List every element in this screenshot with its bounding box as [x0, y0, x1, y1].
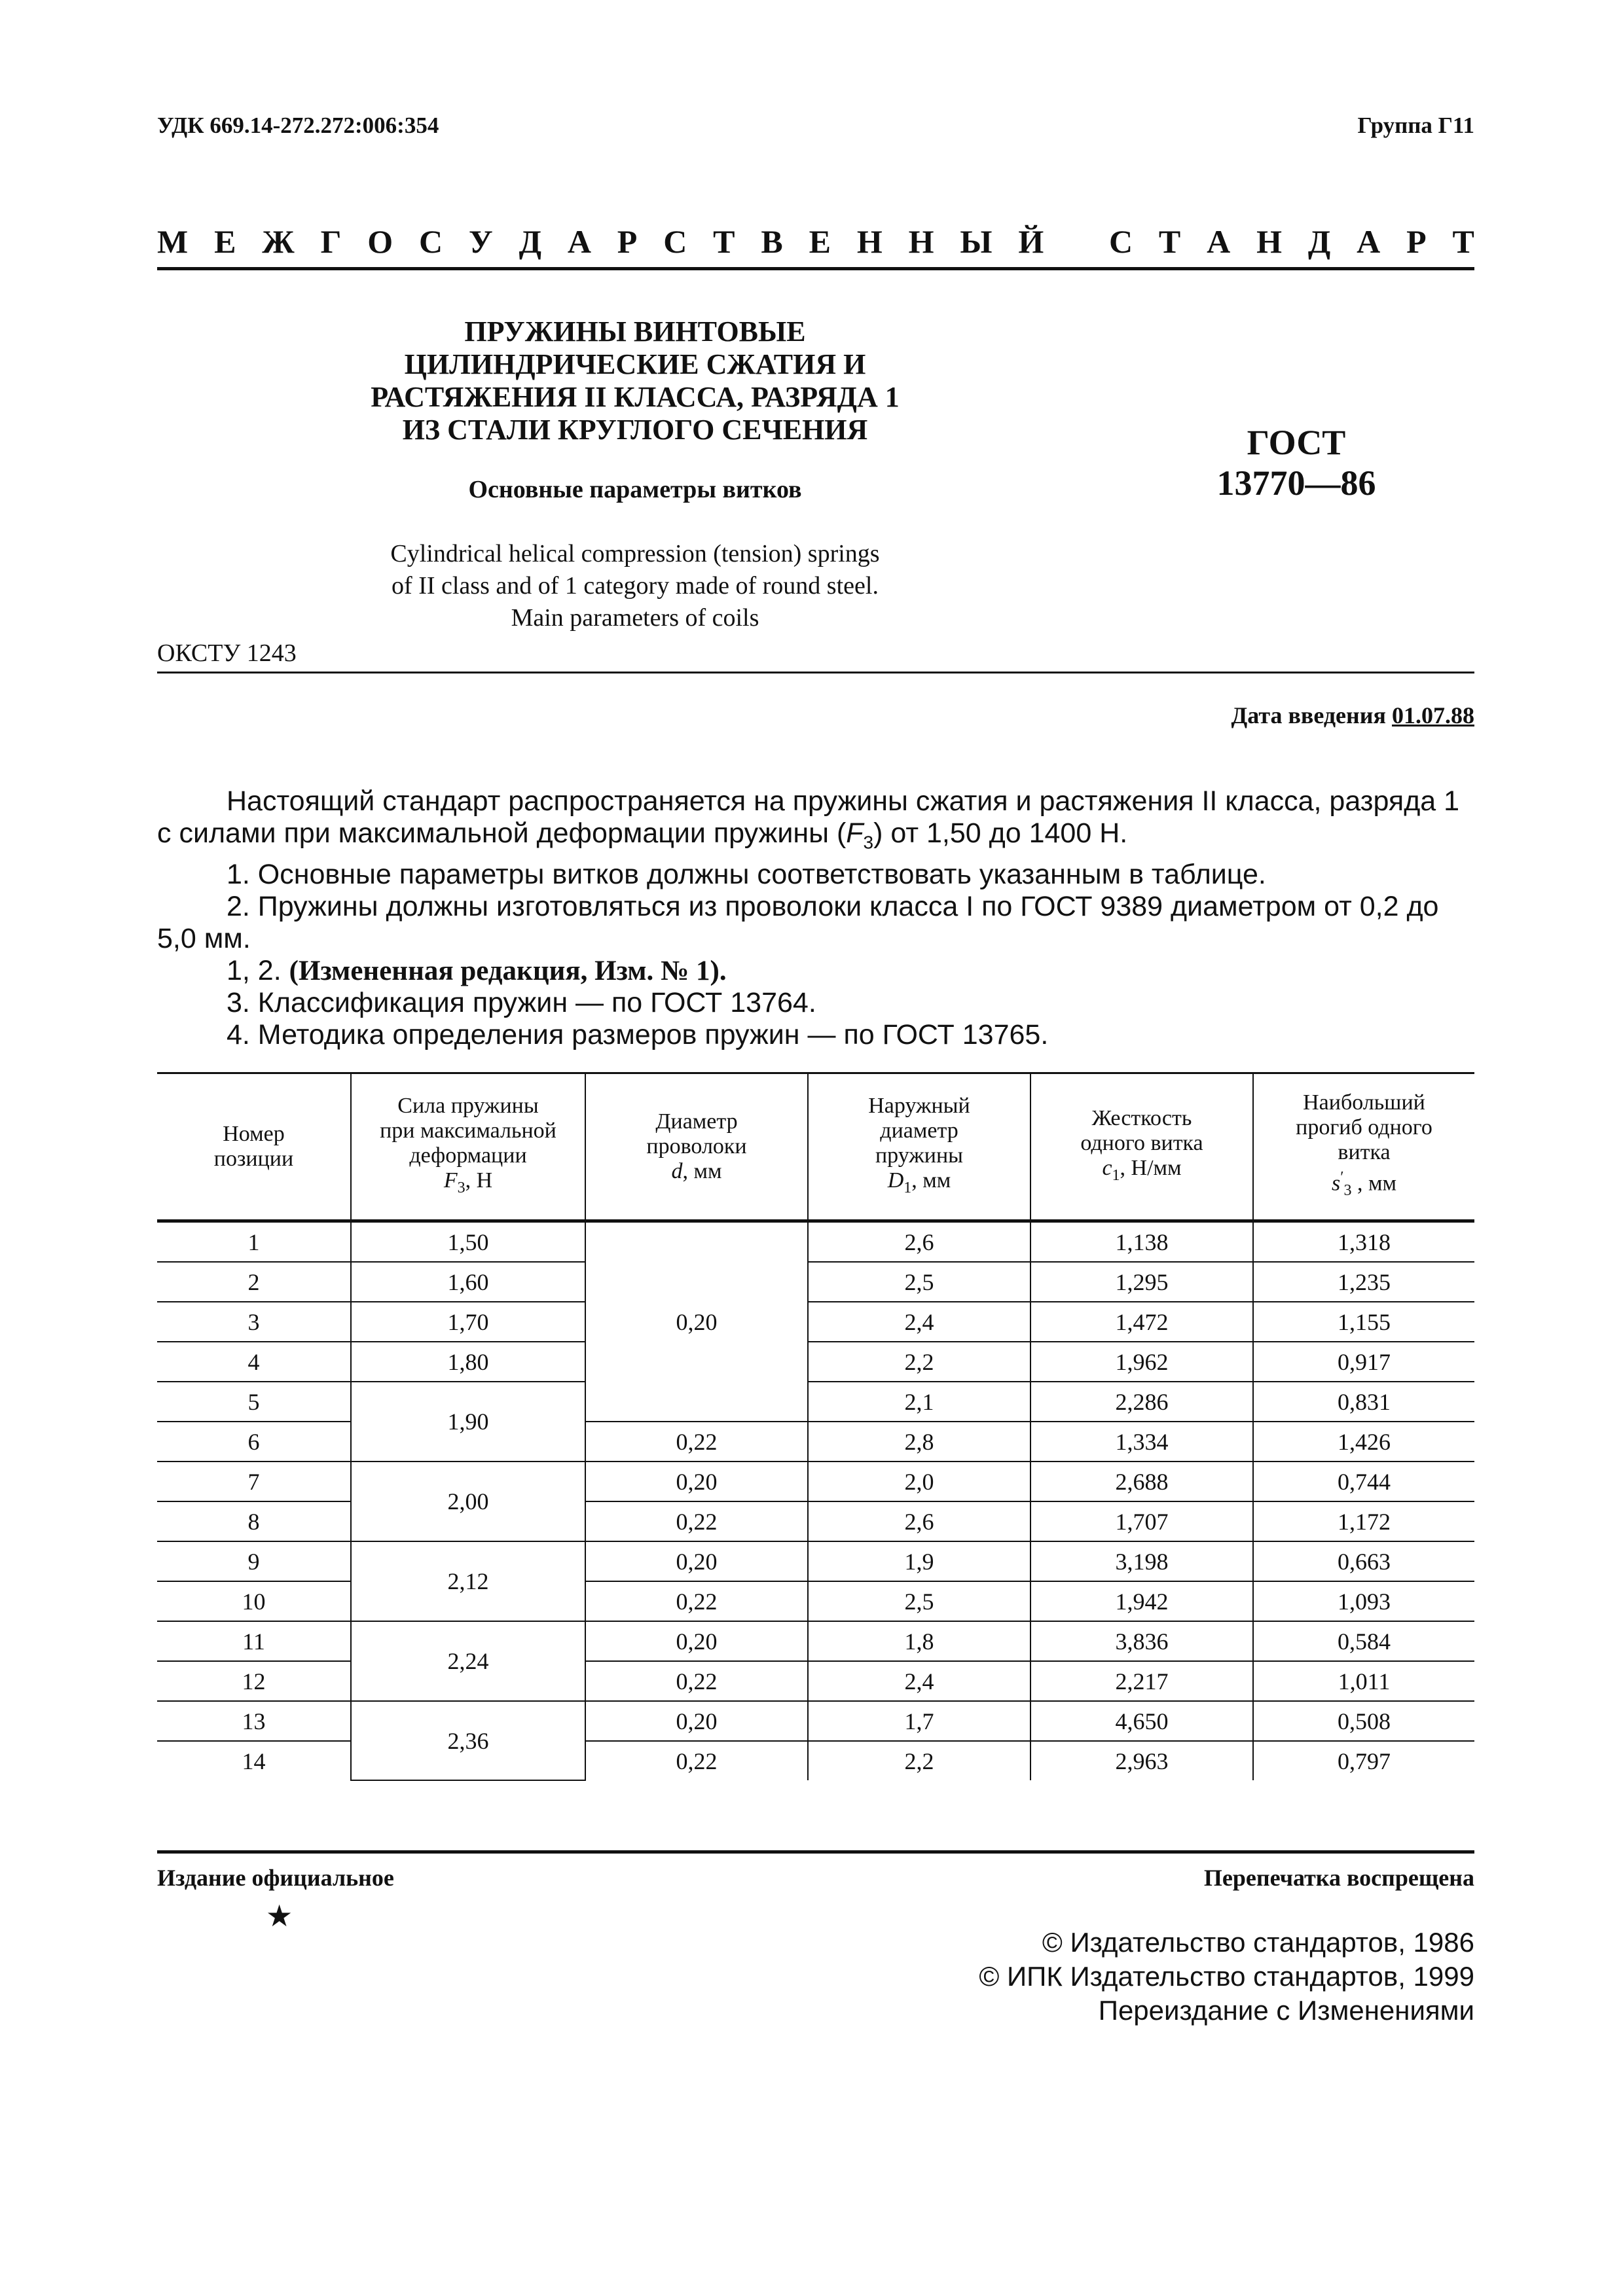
cell-outer-diameter: 1,8: [808, 1621, 1030, 1661]
copyright-1986: © Издательство стандартов, 1986: [1042, 1927, 1474, 1958]
cell-deflection: 1,011: [1253, 1661, 1474, 1701]
coil-parameters-table: [157, 1074, 1474, 1781]
header-max-deflection: Наибольший прогиб одного витка $s'_3$ , мм: [1253, 1074, 1474, 1221]
header-rule: [157, 267, 1474, 270]
cell-outer-diameter: 2,5: [808, 1262, 1030, 1302]
cell-position: 8: [157, 1501, 351, 1541]
cell-outer-diameter: 2,2: [808, 1342, 1030, 1382]
cell-deflection: 0,831: [1253, 1382, 1474, 1422]
cell-position: 9: [157, 1541, 351, 1581]
cell-deflection: 1,318: [1253, 1221, 1474, 1263]
cell-position: 14: [242, 1748, 266, 1774]
table-header-row: [157, 1074, 1474, 1221]
clause-2: 2. Пружины должны изготовляться из проволоки класса I по ГОСТ 9389 диаметром от 0,2 до 5,0 мм.: [157, 890, 1439, 954]
introduction-date: [1231, 702, 1475, 729]
heading-letter: Ы: [960, 223, 993, 260]
cell-deflection: 0,797: [1253, 1741, 1474, 1780]
cell-wire-diameter: 0,20: [585, 1462, 808, 1501]
cell-position: 1: [157, 1221, 351, 1263]
cell-deflection: 0,584: [1253, 1621, 1474, 1661]
copyright-block: [979, 1926, 1474, 2028]
cell-outer-diameter: 1,9: [808, 1541, 1030, 1581]
cell-outer-diameter: 2,0: [808, 1462, 1030, 1501]
clause-1: 1. Основные параметры витков должны соответствовать указанным в таблице.: [227, 858, 1266, 890]
gost-label: ГОСТ: [1247, 423, 1346, 462]
heading-letter: С: [1108, 223, 1133, 260]
interstate-standard-heading: [157, 223, 1474, 260]
clause-1-2-amendment: 1, 2. (Измененная редакция, Изм. № 1).: [227, 954, 727, 986]
heading-letter: О: [367, 223, 393, 260]
udk-code: УДК 669.14-272.272:006:354: [157, 113, 439, 138]
table-row: [157, 1221, 1474, 1263]
cell-deflection: 1,426: [1253, 1422, 1474, 1462]
cell-stiffness: 1,472: [1030, 1302, 1253, 1342]
gost-number: 13770—86: [1216, 463, 1376, 503]
english-line-3: Main parameters of coils: [511, 604, 759, 632]
heading-letter: А: [1357, 223, 1381, 260]
cell-deflection: 0,917: [1253, 1342, 1474, 1382]
title-rule: [157, 672, 1474, 673]
header-outer-diameter: Наружный диаметр пружины $D_1$, мм: [808, 1074, 1030, 1221]
english-title: [340, 538, 930, 634]
reprint-prohibited: Перепечатка воспрещена: [1203, 1865, 1474, 1891]
heading-letter: Ж: [262, 223, 295, 260]
table-row: [157, 1262, 1474, 1302]
official-edition: Издание официальное: [157, 1865, 394, 1891]
cell-position: 12: [157, 1661, 351, 1701]
cell-wire-diameter: 0,22: [585, 1581, 808, 1621]
cell-outer-diameter: 2,4: [808, 1302, 1030, 1342]
heading-letter: Т: [1158, 223, 1181, 260]
header-force: Сила пружины при максимальной деформации $F_3$, Н: [351, 1074, 585, 1221]
heading-letter: М: [157, 223, 189, 260]
english-line-2: of II class and of 1 category made of round steel.: [392, 572, 879, 600]
header-wire-diameter: Диаметр проволоки d, мм: [585, 1074, 808, 1221]
cell-force: 2,00: [351, 1462, 585, 1541]
cell-stiffness: 2,963: [1030, 1741, 1253, 1780]
cell-outer-diameter: 2,4: [808, 1661, 1030, 1701]
cell-force: 1,60: [351, 1262, 585, 1302]
cell-deflection: 1,235: [1253, 1262, 1474, 1302]
cell-deflection: 1,172: [1253, 1501, 1474, 1541]
cell-wire-diameter: 0,20: [585, 1221, 808, 1422]
cell-position: 3: [157, 1302, 351, 1342]
cell-deflection: 0,663: [1253, 1541, 1474, 1581]
english-line-1: Cylindrical helical compression (tension) springs: [390, 540, 880, 567]
heading-letter: Й: [1018, 223, 1044, 260]
cell-position: 5: [157, 1382, 351, 1422]
cell-wire-diameter: 0,22: [585, 1661, 808, 1701]
cell-position: 6: [157, 1422, 351, 1462]
title-line-4: ИЗ СТАЛИ КРУГЛОГО СЕЧЕНИЯ: [402, 414, 868, 446]
clause-4: 4. Методика определения размеров пружин — по ГОСТ 13765.: [227, 1018, 1049, 1050]
cell-stiffness: 2,286: [1030, 1382, 1253, 1422]
heading-letter: С: [419, 223, 443, 260]
cell-stiffness: 1,138: [1030, 1221, 1253, 1263]
heading-letter: Н: [1256, 223, 1283, 260]
cell-position: 13: [157, 1701, 351, 1741]
cell-stiffness: 2,688: [1030, 1462, 1253, 1501]
cell-outer-diameter: 1,7: [808, 1701, 1030, 1741]
heading-letter: Д: [519, 223, 541, 260]
cell-wire-diameter: 0,22: [585, 1422, 808, 1462]
reissue-note: Переиздание с Изменениями: [1098, 1995, 1474, 2026]
title-line-2: ЦИЛИНДРИЧЕСКИЕ СЖАТИЯ И: [404, 348, 866, 380]
cell-stiffness: 1,334: [1030, 1422, 1253, 1462]
body-text: [157, 785, 1474, 1051]
heading-letter: Г: [320, 223, 342, 260]
table-row: [157, 1541, 1474, 1581]
cell-outer-diameter: 2,1: [808, 1382, 1030, 1422]
cell-force: 2,36: [351, 1701, 585, 1780]
header-stiffness: Жесткость одного витка $c_1$, Н/мм: [1030, 1074, 1253, 1221]
document-subtitle: Основные параметры витков: [468, 476, 802, 503]
cell-deflection: 1,155: [1253, 1302, 1474, 1342]
cell-outer-diameter: 2,8: [808, 1422, 1030, 1462]
heading-letter: Н: [908, 223, 934, 260]
cell-position: 11: [157, 1621, 351, 1661]
gost-designation: [1165, 422, 1427, 503]
cell-deflection: 1,093: [1253, 1581, 1474, 1621]
date-label: Дата введения: [1231, 702, 1386, 728]
heading-letter: А: [1207, 223, 1231, 260]
table-row: [157, 1382, 1474, 1422]
group-code: Группа Г11: [1357, 113, 1474, 138]
cell-outer-diameter: 2,2: [808, 1741, 1030, 1780]
heading-letter: Е: [214, 223, 236, 260]
cell-wire-diameter: 0,20: [585, 1701, 808, 1741]
title-line-3: РАСТЯЖЕНИЯ II КЛАССА, РАЗРЯДА 1: [371, 381, 900, 413]
cell-position: 7: [157, 1462, 351, 1501]
cell-outer-diameter: 2,6: [808, 1501, 1030, 1541]
heading-letter: С: [663, 223, 687, 260]
cell-force: 1,70: [351, 1302, 585, 1342]
cell-stiffness: 4,650: [1030, 1701, 1253, 1741]
cell-stiffness: 1,942: [1030, 1581, 1253, 1621]
cell-force: 1,80: [351, 1342, 585, 1382]
heading-letter: У: [469, 223, 493, 260]
heading-letter: Т: [1452, 223, 1474, 260]
title-line-1: ПРУЖИНЫ ВИНТОВЫЕ: [464, 315, 806, 348]
heading-letter: А: [567, 223, 591, 260]
cell-force: 2,12: [351, 1541, 585, 1621]
cell-wire-diameter: 0,22: [585, 1741, 808, 1780]
table-row: [157, 1302, 1474, 1342]
cell-stiffness: 2,217: [1030, 1661, 1253, 1701]
intro-paragraph: Настоящий стандарт распространяется на пружины сжатия и растяжения II класса, разряда 1 с силами при максимальной деформации пружины $(F_3)$ от 1,50 до 1400 Н.: [157, 785, 1460, 853]
cell-wire-diameter: 0,20: [585, 1621, 808, 1661]
table-row: [157, 1462, 1474, 1501]
cell-force: 1,90: [351, 1382, 585, 1462]
date-value: 01.07.88: [1392, 702, 1474, 728]
cell-stiffness: 1,295: [1030, 1262, 1253, 1302]
cell-stiffness: 3,198: [1030, 1541, 1253, 1581]
heading-letter: Р: [617, 223, 638, 260]
table-row: [157, 1621, 1474, 1661]
document-title: [340, 315, 930, 446]
heading-letter: [1070, 223, 1083, 260]
heading-letter: Т: [713, 223, 735, 260]
cell-stiffness: 3,836: [1030, 1621, 1253, 1661]
heading-letter: Е: [809, 223, 831, 260]
cell-outer-diameter: 2,5: [808, 1581, 1030, 1621]
cell-stiffness: 1,707: [1030, 1501, 1253, 1541]
heading-letter: Д: [1307, 223, 1331, 260]
cell-position: 2: [157, 1262, 351, 1302]
cell-stiffness: 1,962: [1030, 1342, 1253, 1382]
star-mark: ★: [266, 1899, 293, 1933]
cell-wire-diameter: 0,20: [585, 1541, 808, 1581]
cell-position: 10: [157, 1581, 351, 1621]
copyright-1999: © ИПК Издательство стандартов, 1999: [979, 1961, 1474, 1992]
cell-position: 4: [157, 1342, 351, 1382]
heading-letter: В: [761, 223, 783, 260]
footer-rule: [157, 1850, 1474, 1854]
cell-force: 2,24: [351, 1621, 585, 1701]
cell-wire-diameter: 0,22: [585, 1501, 808, 1541]
heading-letter: Н: [856, 223, 883, 260]
cell-outer-diameter: 2,6: [808, 1221, 1030, 1263]
table-row: [157, 1701, 1474, 1741]
heading-letter: Р: [1406, 223, 1427, 260]
cell-force: 1,50: [351, 1221, 585, 1263]
cell-deflection: 0,744: [1253, 1462, 1474, 1501]
table-row: [157, 1342, 1474, 1382]
okstu-code: ОКСТУ 1243: [157, 639, 297, 667]
cell-deflection: 0,508: [1253, 1701, 1474, 1741]
header-position: Номер позиции: [157, 1074, 351, 1221]
clause-3: 3. Классификация пружин — по ГОСТ 13764.: [227, 986, 816, 1018]
